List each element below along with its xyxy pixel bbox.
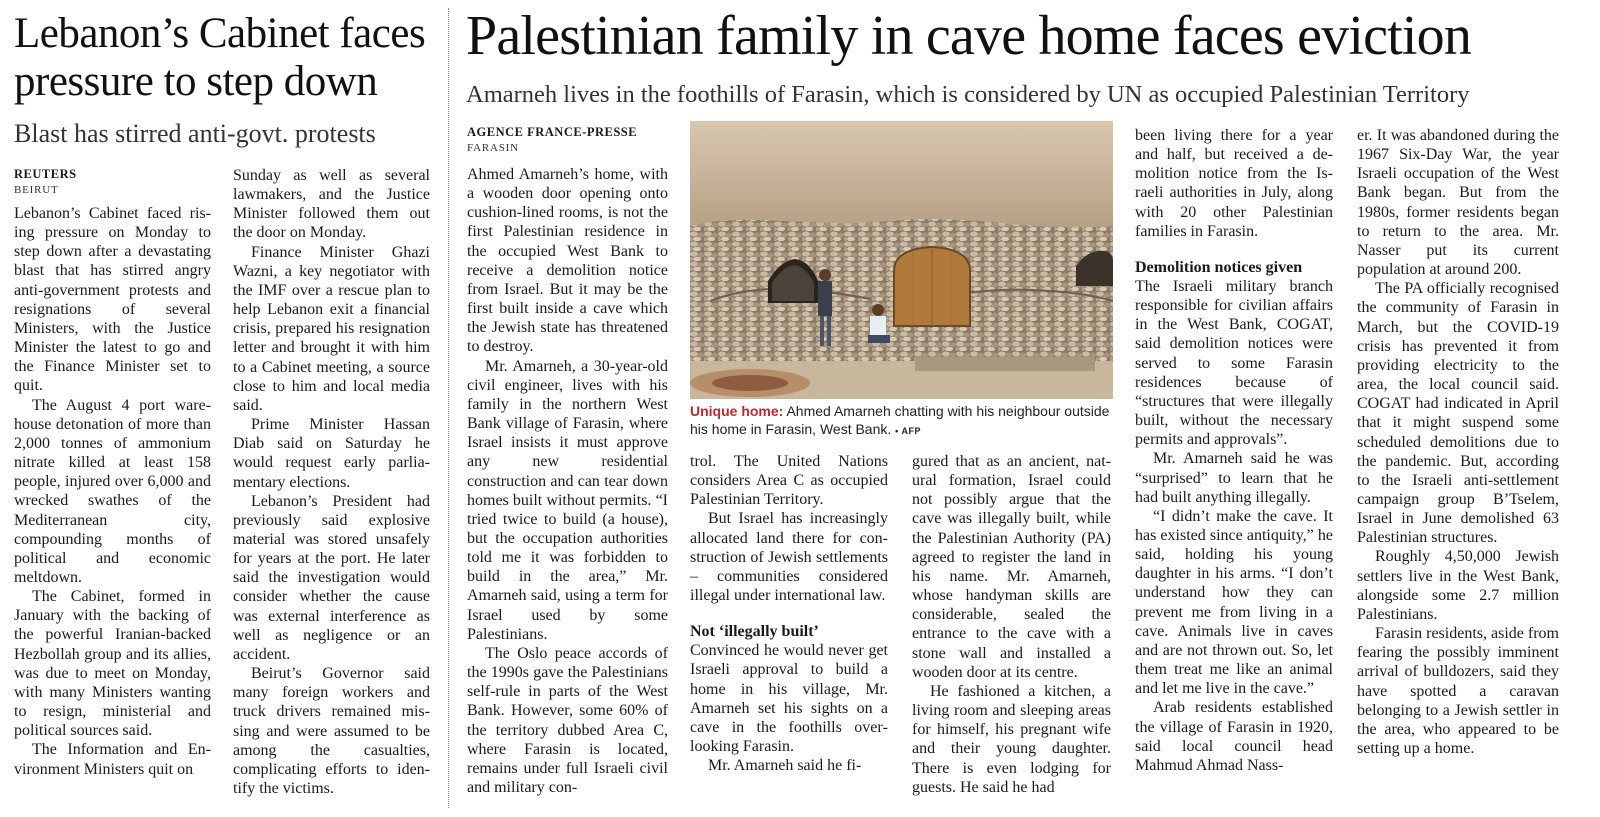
paragraph: been living there for a year and half, but received a demolition notice from the Israeli authorities in July, along with 20 other Palestinian families in Farasin. bbox=[1135, 127, 1333, 240]
paragraph: The August 4 port warehouse detonation of more than 2,000 tonnes of ammonium nitrate killed at least 158 people, injured over 6,000 and wrecked swathes of the Mediterranean city, compounding months of political and economic meltdown. bbox=[14, 396, 211, 586]
paragraph: The Israeli military branch responsible for civilian affairs in the West Bank, COGAT, said demolition notices were served to some Farasin residences because of “structures that were illegally built, without the necessary permits and approvals”. bbox=[1135, 277, 1333, 449]
subheading: Not ‘illegally built’ bbox=[690, 623, 819, 641]
paragraph: Finance Minister Ghazi Wazni, a key negotiator with the IMF over a rescue plan to help Lebanon exit a financial crisis, prepared his resignation letter and brought it with him to a Cabinet meeting, a source close to him and local media said. bbox=[233, 243, 430, 414]
paragraph: The PA officially recognised the community of Farasin in March, but the COVID-19 crisis has prevented it from providing electricity to the area, the local council said. COGAT had indicated in April that it might suspend some scheduled demolitions due to the pandemic. But, according to the Israeli anti-settlement campaign group B’Tselem, Israel in June demolished 63 Palestinian structures. bbox=[1357, 280, 1559, 547]
left-headline-line2: pressure to step down bbox=[14, 58, 378, 105]
photo-caption bbox=[690, 402, 1110, 440]
left-headline-line1: Lebanon’s Cabinet faces bbox=[14, 10, 426, 57]
left-headline bbox=[14, 10, 434, 106]
paragraph: But Israel has increasingly allocated land there for construction of Jewish settlements – communities considered illegal under international law. bbox=[690, 510, 888, 605]
paragraph: “I didn’t make the cave. It has existed since antiquity,” he said, holding his young daughter in his arms. “I don’t understand how they can prevent me from living in a cave. Animals live in caves and are not thrown out. So, let them treat me like an animal and let me live in the cave.” bbox=[1135, 507, 1333, 698]
paragraph: The Oslo peace accords of the 1990s gave the Palestinians self-rule in parts of the West Bank. However, some 60% of the territory dubbed Area C, where Farasin is located, remains under full Israeli civil and military con- bbox=[467, 644, 668, 796]
left-agency: REUTERS bbox=[14, 167, 77, 181]
left-column-1 bbox=[14, 204, 211, 804]
paragraph: Arab residents established the village of Farasin in 1920, said local council head Mahmud Ahmad Nass- bbox=[1135, 699, 1333, 774]
paragraph: The Information and Environment Ministers quit on bbox=[14, 741, 211, 778]
paragraph: trol. The United Nations considers Area C as occupied Palestinian Territory. bbox=[690, 453, 888, 509]
paragraph: Farasin residents, aside from fearing the possibly imminent arrival of bulldozers, said they have spotted a caravan belonging to a Jewish settler in the area, who appeared to be setting up a home. bbox=[1357, 625, 1559, 757]
main-column-3 bbox=[912, 452, 1111, 805]
spacer bbox=[1135, 241, 1333, 258]
paragraph: Ahmed Amarneh’s home, with a wooden door opening onto cushion-lined rooms, is not the first Palestinian residence in the occupied West Bank to receive a demolition notice from Israel. But it may be the first built inside a cave which the Jewish state has threatened to destroy. bbox=[467, 166, 668, 356]
cave-home-illustration bbox=[690, 121, 1113, 399]
paragraph: The Cabinet, formed in January with the backing of the powerful Iranian-backed Hezbollah group and its allies, was due to meet on Monday, with many Ministers wanting to resign, ministerial and political sources said. bbox=[14, 588, 211, 740]
paragraph: Lebanon’s President had previously said explosive material was stored unsafely for years at the port. He later said the investigation would consider whether the cause was external interference as well as negligence or an accident. bbox=[233, 492, 430, 663]
main-column-2 bbox=[690, 452, 888, 805]
left-column-2 bbox=[233, 166, 430, 802]
paragraph: Convinced he would never get Israeli approval to build a home in his village, Mr. Amarneh set his sights on a cave in the foothills overlooking Farasin. bbox=[690, 642, 888, 756]
main-column-1 bbox=[467, 165, 668, 805]
paragraph: Beirut’s Governor said many foreign workers and truck drivers remained missing and were assumed to be among the casualties, complicating efforts to identify the victims. bbox=[233, 665, 430, 797]
caption-text: Ahmed Amarneh chatting with his neighbour outside his home in Farasin, West Bank. bbox=[690, 403, 1110, 437]
column-rule bbox=[448, 8, 449, 808]
main-column-4 bbox=[1135, 126, 1333, 806]
paragraph: er. It was abandoned during the 1967 Six-Day War, the year Israeli occupation of the West Bank began. But from the 1980s, former residents began to return to the area. Mr. Nasser put its current population at around 200. bbox=[1357, 127, 1559, 279]
paragraph: Lebanon’s Cabinet faced rising pressure on Monday to step down after a devastating blast that has stirred angry anti-government protests and resignations of several Ministers, with the Justice Minister the latest to go and the Finance Minister set to quit. bbox=[14, 205, 211, 395]
left-dateline: BEIRUT bbox=[14, 184, 59, 196]
caption-lead: Unique home: bbox=[690, 403, 784, 419]
caption-credit: • AFP bbox=[895, 426, 921, 436]
main-deck: Amarneh lives in the foothills of Farasin, which is considered by UN as occupied Palestinian Territory bbox=[466, 81, 1470, 108]
main-column-5 bbox=[1357, 126, 1559, 806]
main-agency: AGENCE FRANCE-PRESSE bbox=[467, 125, 638, 139]
paragraph: Mr. Amarneh, a 30-year-old civil engineer, lives with his family in the northern West Bank village of Farasin, where Israel insists it must approve any new residential construction and can tear down homes built without permits. “I tried twice to build (a house), but the occupation authorities told me it was forbidden to build in the area,” Mr. Amarneh said, using a term for Israel used by some Palestinians. bbox=[467, 357, 668, 643]
paragraph: He fashioned a kitchen, a living room and sleeping areas for himself, his pregnant wife and their young daughter. There is even lodging for guests. He said he had bbox=[912, 682, 1111, 796]
subheading: Demolition notices given bbox=[1135, 258, 1303, 276]
paragraph: Roughly 4,50,000 Jewish settlers live in the West Bank, alongside some 2.7 million Palestinians. bbox=[1357, 548, 1559, 623]
paragraph: Mr. Amarneh said he fi- bbox=[708, 757, 862, 775]
main-headline: Palestinian family in cave home faces eviction bbox=[466, 5, 1472, 67]
spacer bbox=[690, 605, 888, 622]
paragraph: Sunday as well as several lawmakers, and the Justice Minister followed them out the door on Monday. bbox=[233, 167, 430, 242]
left-deck: Blast has stirred anti-govt. protests bbox=[14, 119, 376, 148]
cave-home-photo bbox=[690, 121, 1113, 399]
paragraph: Mr. Amarneh said he was “surprised” to learn that he had built anything illegally. bbox=[1135, 450, 1333, 506]
paragraph: Prime Minister Hassan Diab said on Saturday he would request early parliamentary elections. bbox=[233, 416, 430, 491]
main-dateline: FARASIN bbox=[467, 142, 519, 154]
paragraph: gured that as an ancient, natural formation, Israel could not possibly argue that the cave was illegally built, while the Palestinian Authority (PA) agreed to register the land in his name. Mr. Amarneh, whose handyman skills are considerable, sealed the entrance to the cave with a stone wall and installed a wooden door at its centre. bbox=[912, 453, 1111, 681]
